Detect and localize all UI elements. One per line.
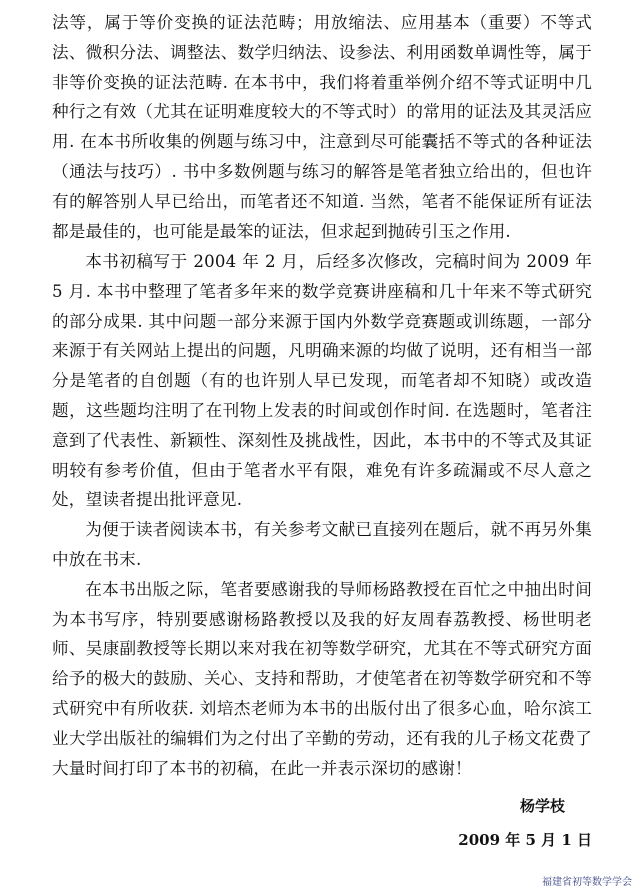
- author-signature: 杨学枝: [519, 797, 565, 815]
- publisher-watermark: 福建省初等数学学会: [542, 877, 632, 888]
- document-body: [52, 8, 592, 783]
- paragraph-4: 在本书出版之际，笔者要感谢我的导师杨路教授在百忙之中抽出时间为本书写序，特别要感谢杨路教授以及我的好友周春荔教授、杨世明老师、吴康副教授等长期以来对我在初等数学研究，尤其在不等式研究方面给予的极大的鼓励、关心、支持和帮助，才使笔者在初等数学研究和不等式研究中有所收获. 刘培杰老师为本书的出版付出了很多心血，哈尔滨工业大学出版社的编辑们为之付出了辛勤的劳动，还有我的儿子杨文花费了大量时间打印了本书的初稿，在此一并表示深切的感谢！: [52, 579, 592, 778]
- paragraph-1: 法等，属于等价变换的证法范畴；用放缩法、应用基本（重要）不等式法、微积分法、调整法、数学归纳法、设参法、利用函数单调性等，属于非等价变换的证法范畴. 在本书中，我们将着重举例介绍不等式证明中几种行之有效（尤其在证明难度较大的不等式时）的常用的证法及其灵活应用. 在本书所收集的例题与练习中，注意到尽可能囊括不等式的各种证法（通法与技巧）. 书中多数例题与练习的解答是笔者独立给出的，但也许有的解答别人早已给出，而笔者还不知道. 当然，笔者不能保证所有证法都是最佳的，也可能是最笨的证法，但求起到抛砖引玉之作用.: [52, 13, 592, 241]
- paragraph-2: 本书初稿写于 2004 年 2 月，后经多次修改，完稿时间为 2009 年 5 月. 本书中整理了笔者多年来的数学竞赛讲座稿和几十年来不等式研究的部分成果. 其中问题一部分来源于国内外数学竞赛题或训练题，一部分来源于有关网站上提出的问题，凡明确来源的均做了说明，还有相当一部分是笔者的自创题（有的也许别人早已发现，而笔者却不知晓）或改造题，这些题均注明了在刊物上发表的时间或创作时间. 在选题时，笔者注意到了代表性、新颖性、深刻性及挑战性，因此，本书中的不等式及其证明较有参考价值，但由于笔者水平有限，难免有许多疏漏或不尽人意之处，望读者提出批评意见.: [52, 252, 592, 510]
- paragraph-3: 为便于读者阅读本书，有关参考文献已直接列在题后，就不再另外集中放在书末.: [52, 520, 592, 569]
- signature-date: 2009 年 5 月 1 日: [458, 831, 592, 849]
